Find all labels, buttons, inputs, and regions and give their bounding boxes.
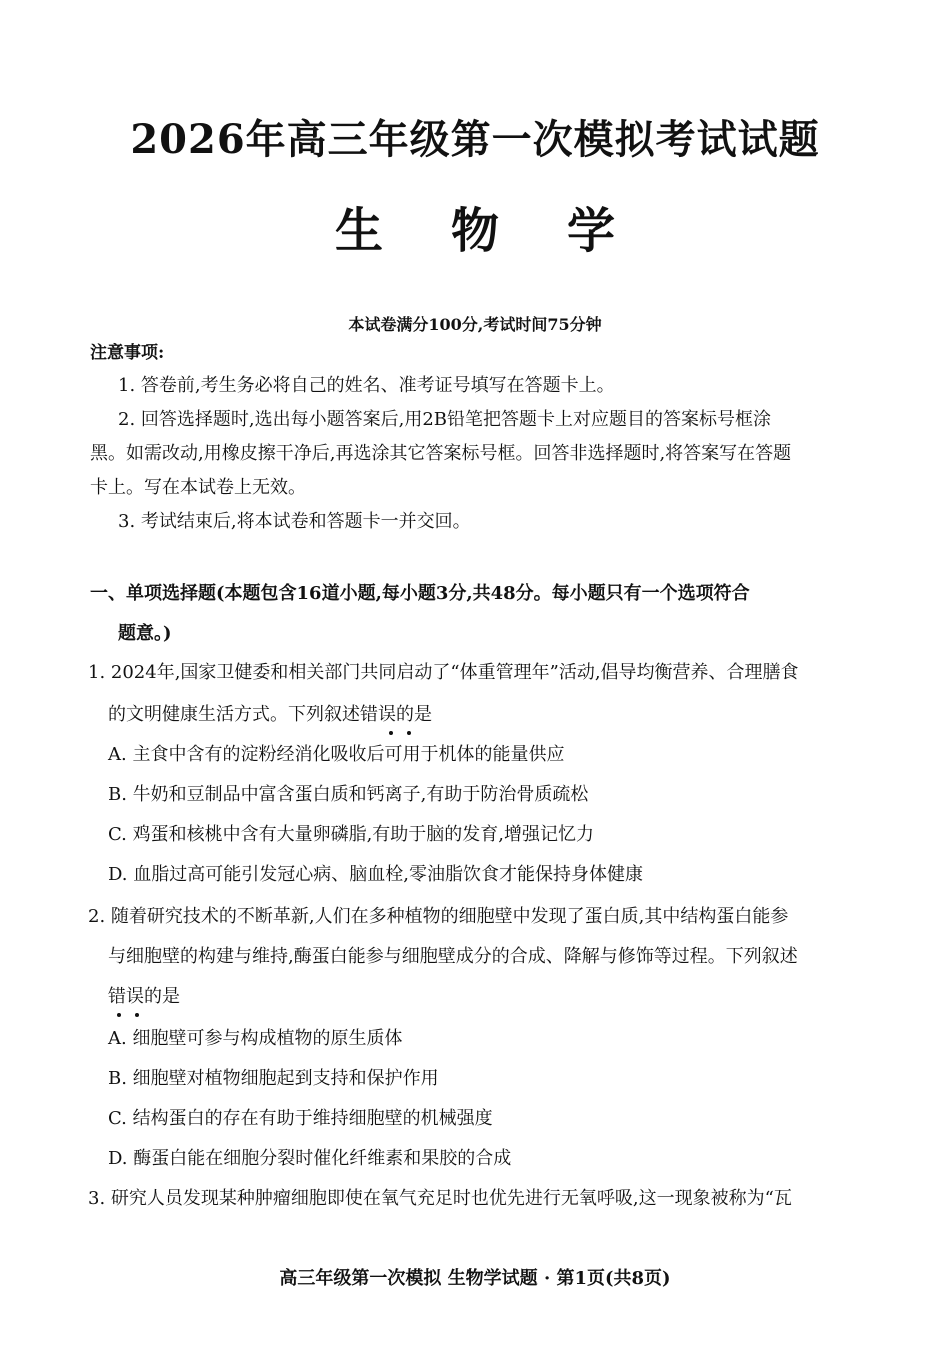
question-3-stem: 3. 研究人员发现某种肿瘤细胞即使在氧气充足时也优先进行无氧呼吸,这一现象被称为“瓦	[88, 1188, 792, 1209]
notes-heading: 注意事项:	[90, 343, 165, 363]
notes-line: 卡上。写在本试卷上无效。	[90, 477, 306, 498]
question-1-stem: 1. 2024年,国家卫健委和相关部门共同启动了“体重管理年”活动,倡导均衡营养、合理膳食	[88, 662, 799, 683]
subject-title	[0, 192, 950, 261]
subject-char: 物	[450, 203, 499, 259]
option-a: A. 细胞壁可参与构成植物的原生质体	[108, 1028, 403, 1049]
exam-info: 本试卷满分100分,考试时间75分钟	[348, 315, 602, 334]
emphasis-dot	[407, 731, 411, 735]
emphasis-dot	[135, 1013, 139, 1017]
page-footer: 高三年级第一次模拟 生物学试题 · 第1页(共8页)	[279, 1268, 671, 1289]
question-2-stem-cont: 错误的是	[108, 986, 180, 1007]
notes-line: 2. 回答选择题时,选出每小题答案后,用2B铅笔把答题卡上对应题目的答案标号框涂	[118, 409, 772, 430]
section-heading: 一、单项选择题(本题包含16道小题,每小题3分,共48分。每小题只有一个选项符合	[90, 583, 750, 604]
option-c: C. 鸡蛋和核桃中含有大量卵磷脂,有助于脑的发育,增强记忆力	[108, 824, 595, 845]
option-b: B. 牛奶和豆制品中富含蛋白质和钙离子,有助于防治骨质疏松	[108, 784, 589, 805]
option-a: A. 主食中含有的淀粉经消化吸收后可用于机体的能量供应	[108, 744, 565, 765]
notes-line: 黑。如需改动,用橡皮擦干净后,再选涂其它答案标号框。回答非选择题时,将答案写在答题	[90, 443, 792, 464]
exam-title: 2026年高三年级第一次模拟考试试题	[130, 116, 820, 163]
section-heading-cont: 题意。)	[118, 623, 172, 644]
option-d: D. 血脂过高可能引发冠心病、脑血栓,零油脂饮食才能保持身体健康	[108, 864, 643, 885]
question-2-stem: 2. 随着研究技术的不断革新,人们在多种植物的细胞壁中发现了蛋白质,其中结构蛋白能参	[88, 906, 789, 927]
notes-line: 3. 考试结束后,将本试卷和答题卡一并交回。	[118, 511, 471, 532]
subject-char: 学	[567, 203, 616, 259]
option-b: B. 细胞壁对植物细胞起到支持和保护作用	[108, 1068, 439, 1089]
emphasis-dot	[389, 731, 393, 735]
option-c: C. 结构蛋白的存在有助于维持细胞壁的机械强度	[108, 1108, 493, 1129]
question-2-stem-cont: 与细胞壁的构建与维持,酶蛋白能参与细胞壁成分的合成、降解与修饰等过程。下列叙述	[108, 946, 798, 967]
option-d: D. 酶蛋白能在细胞分裂时催化纤维素和果胶的合成	[108, 1148, 512, 1169]
question-1-stem-cont: 的文明健康生活方式。下列叙述错误的是	[108, 704, 432, 725]
emphasis-dot	[117, 1013, 121, 1017]
notes-line: 1. 答卷前,考生务必将自己的姓名、准考证号填写在答题卡上。	[118, 375, 615, 396]
subject-char: 生	[334, 203, 383, 259]
